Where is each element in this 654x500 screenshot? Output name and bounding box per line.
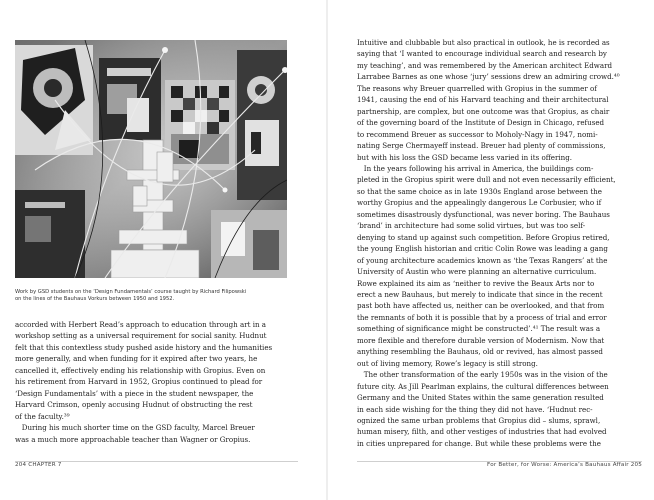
text-line: but with his loss the GSD became less varied in its offering. bbox=[357, 152, 573, 162]
text-line: in each side wishing for the thing they did not have. ‘Hudnut rec- bbox=[357, 404, 593, 414]
text-line: of the faculty.³⁹ bbox=[15, 411, 70, 421]
page-folio-right: For Better, for Worse: America’s Bauhaus Affair 205 bbox=[487, 462, 642, 468]
text-line: future city. As Jill Pearlman explains, the cultural differences between bbox=[357, 381, 609, 391]
photograph-icon bbox=[15, 40, 287, 278]
page-folio-left: 204 CHAPTER 7 bbox=[15, 462, 62, 468]
text-line: out of living memory, Rowe’s legacy is still strong. bbox=[357, 358, 538, 368]
text-line: the young English historian and critic Colin Rowe was leading a gang bbox=[357, 244, 608, 254]
text-line: anything resembling the Bauhaus, old or revived, has almost passed bbox=[357, 347, 603, 357]
text-line: ‘brand’ in architecture had some solid virtues, but was too self- bbox=[357, 221, 586, 231]
student-work-photograph bbox=[15, 40, 287, 278]
text-line: sometimes disastrously dysfunctional, was never boring. The Bauhaus bbox=[357, 209, 610, 219]
text-line: more flexible and therefore durable version of Modernism. Now that bbox=[357, 335, 605, 345]
text-line: ‘Design Fundamentals’ with a piece in the student newspaper, the bbox=[15, 388, 254, 398]
text-line: Germany and the United States within the same generation resulted bbox=[357, 393, 604, 403]
text-line: so that the same choice as in late 1930s England arose between the bbox=[357, 186, 602, 196]
right-body-text bbox=[357, 37, 642, 449]
text-line: Harvard Crimson, openly accusing Hudnut of obstructing the rest bbox=[15, 400, 253, 410]
text-line: felt that this contextless study pushed aside history and the humanities bbox=[15, 342, 273, 352]
text-line: more generally, and when funding for it expired after two years, he bbox=[15, 354, 258, 364]
text-line: pleted in the Gropius spirit were dull and not even necessarily efficient, bbox=[357, 175, 616, 185]
text-line: something of significance might be constructed’.⁴¹ The result was a bbox=[357, 324, 601, 334]
text-line: his retirement from Harvard in 1952, Gropius continued to plead for bbox=[15, 377, 263, 387]
text-line: worthy Gropius and the appealingly dangerous Le Corbusier, who if bbox=[357, 198, 602, 208]
left-page bbox=[0, 0, 326, 500]
right-page bbox=[328, 0, 654, 500]
text-line: of young architecture academics known as ‘the Texas Rangers’ at the bbox=[357, 255, 608, 265]
text-line: was a much more approachable teacher than Wagner or Gropius. bbox=[15, 434, 251, 444]
text-line: During his much shorter time on the GSD faculty, Marcel Breuer bbox=[15, 423, 255, 433]
figure-caption bbox=[15, 289, 287, 303]
text-line: workshop setting as a universal requirement for social sanity. Hudnut bbox=[15, 331, 267, 341]
text-line: the remnants of both it is possible that by a process of trial and error bbox=[357, 312, 607, 322]
text-line: my teaching’, and was remembered by the American architect Edward bbox=[357, 60, 613, 70]
text-line: cancelled it, effectively ending his relationship with Gropius. Even on bbox=[15, 365, 266, 375]
text-line: erect a new Bauhaus, but merely to indicate that since in the recent bbox=[357, 289, 603, 299]
text-line: 1941, causing the end of his Harvard teaching and their architectural bbox=[357, 95, 609, 105]
text-line: The reasons why Breuer quarrelled with Gropius in the summer of bbox=[357, 83, 597, 93]
text-line: of the governing board of the Institute of Design in Chicago, refused bbox=[357, 118, 605, 128]
left-body-text bbox=[15, 319, 295, 445]
text-line: The other transformation of the early 1950s was in the vision of the bbox=[357, 370, 608, 380]
text-line: Rowe explained its aim as ‘neither to revive the Beaux Arts nor to bbox=[357, 278, 595, 288]
text-line: to recommend Breuer as successor to Moholy-Nagy in 1947, nomi- bbox=[357, 129, 598, 139]
text-line: in cities unprepared for change. But while these problems were the bbox=[357, 438, 601, 448]
text-line: nating Serge Chermayeff instead. Breuer had plenty of commissions, bbox=[357, 141, 606, 151]
text-line: past both have affected us, neither can be overlooked, and that from bbox=[357, 301, 605, 311]
text-line: Intuitive and clubbable but also practical in outlook, he is recorded as bbox=[357, 38, 610, 47]
caption-line: on the lines of the Bauhaus Vorkurs between 1950 and 1952. bbox=[15, 296, 175, 303]
text-line: human misery, filth, and other vestiges of industries that had evolved bbox=[357, 427, 607, 437]
text-line: ognized the same urban problems that Gropius did – slums, sprawl, bbox=[357, 415, 601, 425]
text-line: In the years following his arrival in America, the buildings com- bbox=[357, 163, 594, 173]
text-line: denying to stand up against such competition. Before Gropius retired, bbox=[357, 232, 610, 242]
text-line: University of Austin who were planning an alternative curriculum. bbox=[357, 267, 597, 277]
text-line: saying that ‘I wanted to encourage individual search and research by bbox=[357, 49, 607, 59]
text-line: accorded with Herbert Read’s approach to education through art in a bbox=[15, 320, 267, 329]
text-line: Larrabee Barnes as one whose ‘jury’ sessions drew an admiring crowd.⁴⁰ bbox=[357, 72, 620, 82]
caption-line: Work by GSD students on the ‘Design Fundamentals’ course taught by Richard Filipowski bbox=[15, 289, 247, 295]
text-line: partnership, are complex, but one outcome was that Gropius, as chair bbox=[357, 106, 610, 116]
